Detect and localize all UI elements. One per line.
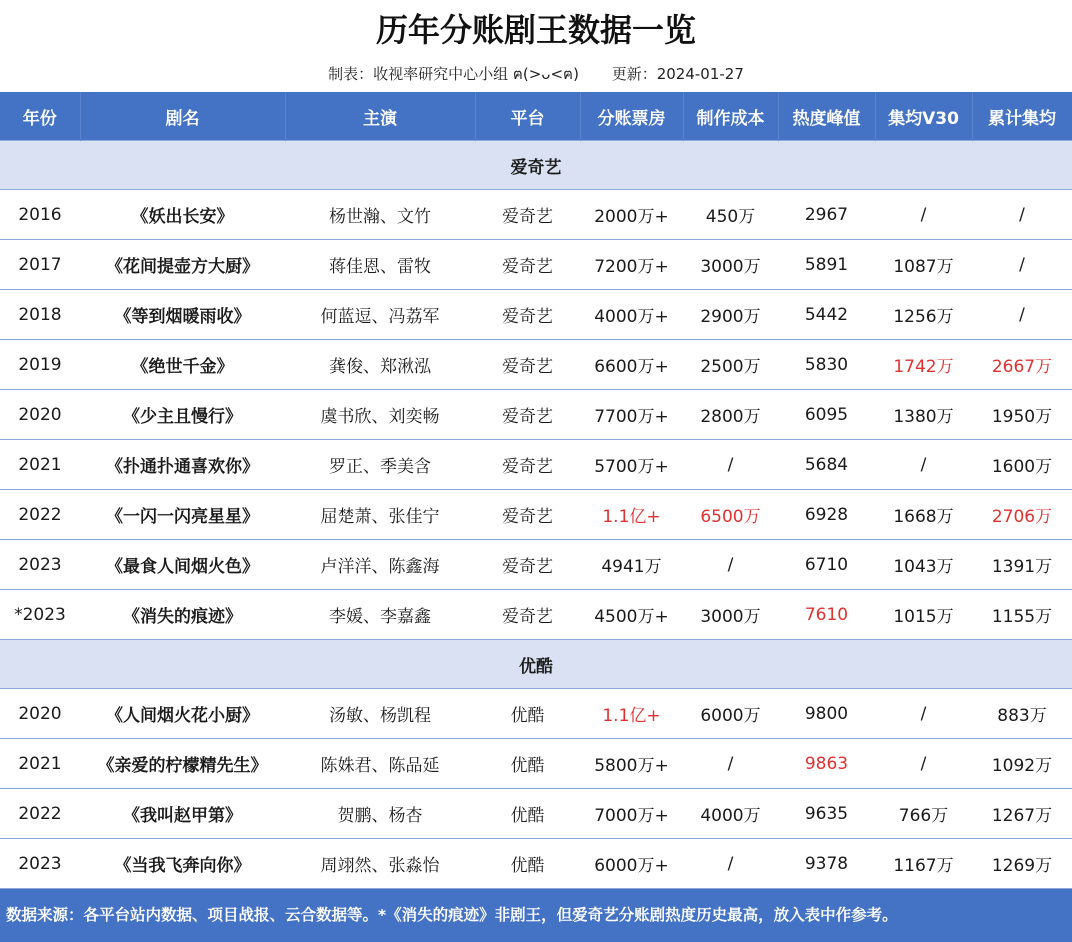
cell-v30: / <box>875 689 972 739</box>
cell-cast: 屈楚萧、张佳宁 <box>285 490 475 540</box>
cell-year: 2022 <box>0 490 80 540</box>
data-table <box>0 92 1072 889</box>
table-row <box>0 689 1072 739</box>
cell-cast: 龚俊、郑湫泓 <box>285 340 475 390</box>
cell-box-office: 1.1亿+ <box>580 490 683 540</box>
table-row <box>0 190 1072 240</box>
cell-v30: 1015万 <box>875 590 972 640</box>
cell-title: 《消失的痕迹》 <box>80 590 285 640</box>
cell-cast: 杨世瀚、文竹 <box>285 190 475 240</box>
cell-cumulative: / <box>972 190 1072 240</box>
cell-box-office: 6600万+ <box>580 340 683 390</box>
cell-cost: / <box>683 739 778 789</box>
cell-peak-heat: 5891 <box>778 240 875 290</box>
cell-cast: 何蓝逗、冯荔军 <box>285 290 475 340</box>
cell-year: 2016 <box>0 190 80 240</box>
cell-cost: / <box>683 440 778 490</box>
cell-cumulative: 1092万 <box>972 739 1072 789</box>
cell-title: 《等到烟暖雨收》 <box>80 290 285 340</box>
cell-year: 2022 <box>0 789 80 839</box>
cell-v30: 766万 <box>875 789 972 839</box>
cell-platform: 爱奇艺 <box>475 390 580 440</box>
table-row <box>0 739 1072 789</box>
subtitle <box>0 62 1072 86</box>
cell-box-office: 7700万+ <box>580 390 683 440</box>
cell-platform: 优酷 <box>475 739 580 789</box>
cell-platform: 爱奇艺 <box>475 190 580 240</box>
group-row <box>0 141 1072 190</box>
cell-title: 《绝世千金》 <box>80 340 285 390</box>
cell-cumulative: 2667万 <box>972 340 1072 390</box>
col-header-v30: 集均V30 <box>875 92 972 141</box>
cell-box-office: 6000万+ <box>580 839 683 889</box>
cell-box-office: 7200万+ <box>580 240 683 290</box>
footer-note: 数据来源：各平台站内数据、项目战报、云合数据等。*《消失的痕迹》非剧王，但爱奇艺分账剧热度历史最高，放入表中作参考。 <box>0 889 1072 942</box>
table-row <box>0 240 1072 290</box>
cell-box-office: 4000万+ <box>580 290 683 340</box>
cell-cost: / <box>683 540 778 590</box>
cell-title: 《少主且慢行》 <box>80 390 285 440</box>
cell-cumulative: 1267万 <box>972 789 1072 839</box>
cell-year: *2023 <box>0 590 80 640</box>
table-header-row <box>0 92 1072 141</box>
table-row <box>0 490 1072 540</box>
update-date: 更新：2024-01-27 <box>611 65 744 83</box>
cell-year: 2021 <box>0 440 80 490</box>
cell-title: 《花间提壶方大厨》 <box>80 240 285 290</box>
col-header-platform: 平台 <box>475 92 580 141</box>
cell-year: 2018 <box>0 290 80 340</box>
cell-cost: 4000万 <box>683 789 778 839</box>
cell-year: 2017 <box>0 240 80 290</box>
cell-peak-heat: 6710 <box>778 540 875 590</box>
cell-v30: 1742万 <box>875 340 972 390</box>
cell-peak-heat: 9635 <box>778 789 875 839</box>
cell-cumulative: 883万 <box>972 689 1072 739</box>
cell-cost: 3000万 <box>683 590 778 640</box>
cell-cast: 蒋佳恩、雷牧 <box>285 240 475 290</box>
cell-v30: / <box>875 190 972 240</box>
cell-platform: 优酷 <box>475 689 580 739</box>
group-row <box>0 640 1072 689</box>
cell-platform: 爱奇艺 <box>475 490 580 540</box>
table-row <box>0 540 1072 590</box>
cell-title: 《我叫赵甲第》 <box>80 789 285 839</box>
cell-year: 2021 <box>0 739 80 789</box>
cell-title: 《亲爱的柠檬精先生》 <box>80 739 285 789</box>
cell-v30: 1256万 <box>875 290 972 340</box>
cell-box-office: 7000万+ <box>580 789 683 839</box>
cell-cast: 虞书欣、刘奕畅 <box>285 390 475 440</box>
cell-title: 《当我飞奔向你》 <box>80 839 285 889</box>
cell-peak-heat: 5830 <box>778 340 875 390</box>
cell-v30: 1043万 <box>875 540 972 590</box>
cell-box-office: 4500万+ <box>580 590 683 640</box>
cell-cost: 2500万 <box>683 340 778 390</box>
cell-peak-heat: 6928 <box>778 490 875 540</box>
cell-cumulative: 1269万 <box>972 839 1072 889</box>
cell-platform: 爱奇艺 <box>475 290 580 340</box>
table-row <box>0 290 1072 340</box>
cell-peak-heat: 5684 <box>778 440 875 490</box>
cell-platform: 爱奇艺 <box>475 590 580 640</box>
cell-peak-heat: 6095 <box>778 390 875 440</box>
table-body <box>0 141 1072 889</box>
cell-cumulative: 1155万 <box>972 590 1072 640</box>
cell-cumulative: / <box>972 240 1072 290</box>
cell-title: 《人间烟火花小厨》 <box>80 689 285 739</box>
col-header-cost: 制作成本 <box>683 92 778 141</box>
cell-v30: 1380万 <box>875 390 972 440</box>
cell-cumulative: 1600万 <box>972 440 1072 490</box>
cell-peak-heat: 5442 <box>778 290 875 340</box>
cell-cast: 周翊然、张淼怡 <box>285 839 475 889</box>
cell-platform: 优酷 <box>475 839 580 889</box>
cell-platform: 爱奇艺 <box>475 340 580 390</box>
cell-cumulative: / <box>972 290 1072 340</box>
cell-peak-heat: 2967 <box>778 190 875 240</box>
cell-cost: 6500万 <box>683 490 778 540</box>
table-row <box>0 590 1072 640</box>
cell-year: 2020 <box>0 689 80 739</box>
cell-year: 2023 <box>0 839 80 889</box>
cell-v30: / <box>875 739 972 789</box>
cell-platform: 优酷 <box>475 789 580 839</box>
cell-cast: 陈姝君、陈品延 <box>285 739 475 789</box>
cell-cost: / <box>683 839 778 889</box>
table-row <box>0 440 1072 490</box>
cell-year: 2023 <box>0 540 80 590</box>
col-header-title: 剧名 <box>80 92 285 141</box>
table-row <box>0 390 1072 440</box>
page-title: 历年分账剧王数据一览 <box>375 11 696 49</box>
cell-v30: 1668万 <box>875 490 972 540</box>
cell-peak-heat: 9800 <box>778 689 875 739</box>
maker-info: 制表：收视率研究中心小组 ฅ(>ᴗ<ฅ) <box>328 65 579 83</box>
cell-peak-heat: 7610 <box>778 590 875 640</box>
col-header-cast: 主演 <box>285 92 475 141</box>
cell-title: 《扑通扑通喜欢你》 <box>80 440 285 490</box>
col-header-box-office: 分账票房 <box>580 92 683 141</box>
cell-platform: 爱奇艺 <box>475 540 580 590</box>
cell-title: 《妖出长安》 <box>80 190 285 240</box>
table-row <box>0 340 1072 390</box>
cell-peak-heat: 9378 <box>778 839 875 889</box>
cell-cast: 汤敏、杨凯程 <box>285 689 475 739</box>
cell-peak-heat: 9863 <box>778 739 875 789</box>
cell-cast: 卢洋洋、陈鑫海 <box>285 540 475 590</box>
cell-cumulative: 1391万 <box>972 540 1072 590</box>
cell-cast: 罗正、季美含 <box>285 440 475 490</box>
cell-cost: 2900万 <box>683 290 778 340</box>
cell-year: 2020 <box>0 390 80 440</box>
cell-year: 2019 <box>0 340 80 390</box>
cell-cost: 3000万 <box>683 240 778 290</box>
group-label: 优酷 <box>0 640 1072 689</box>
cell-box-office: 2000万+ <box>580 190 683 240</box>
cell-title: 《一闪一闪亮星星》 <box>80 490 285 540</box>
col-header-year: 年份 <box>0 92 80 141</box>
table-row <box>0 789 1072 839</box>
cell-v30: / <box>875 440 972 490</box>
col-header-cumulative: 累计集均 <box>972 92 1072 141</box>
cell-box-office: 4941万 <box>580 540 683 590</box>
group-label: 爱奇艺 <box>0 141 1072 190</box>
cell-box-office: 5700万+ <box>580 440 683 490</box>
cell-v30: 1087万 <box>875 240 972 290</box>
cell-title: 《最食人间烟火色》 <box>80 540 285 590</box>
table-row <box>0 839 1072 889</box>
cell-platform: 爱奇艺 <box>475 440 580 490</box>
cell-box-office: 1.1亿+ <box>580 689 683 739</box>
cell-platform: 爱奇艺 <box>475 240 580 290</box>
cell-cast: 李媛、李嘉鑫 <box>285 590 475 640</box>
cell-box-office: 5800万+ <box>580 739 683 789</box>
col-header-peak-heat: 热度峰值 <box>778 92 875 141</box>
cell-cost: 450万 <box>683 190 778 240</box>
cell-cumulative: 1950万 <box>972 390 1072 440</box>
cell-cost: 6000万 <box>683 689 778 739</box>
cell-cost: 2800万 <box>683 390 778 440</box>
cell-cumulative: 2706万 <box>972 490 1072 540</box>
cell-v30: 1167万 <box>875 839 972 889</box>
cell-cast: 贺鹏、杨杏 <box>285 789 475 839</box>
